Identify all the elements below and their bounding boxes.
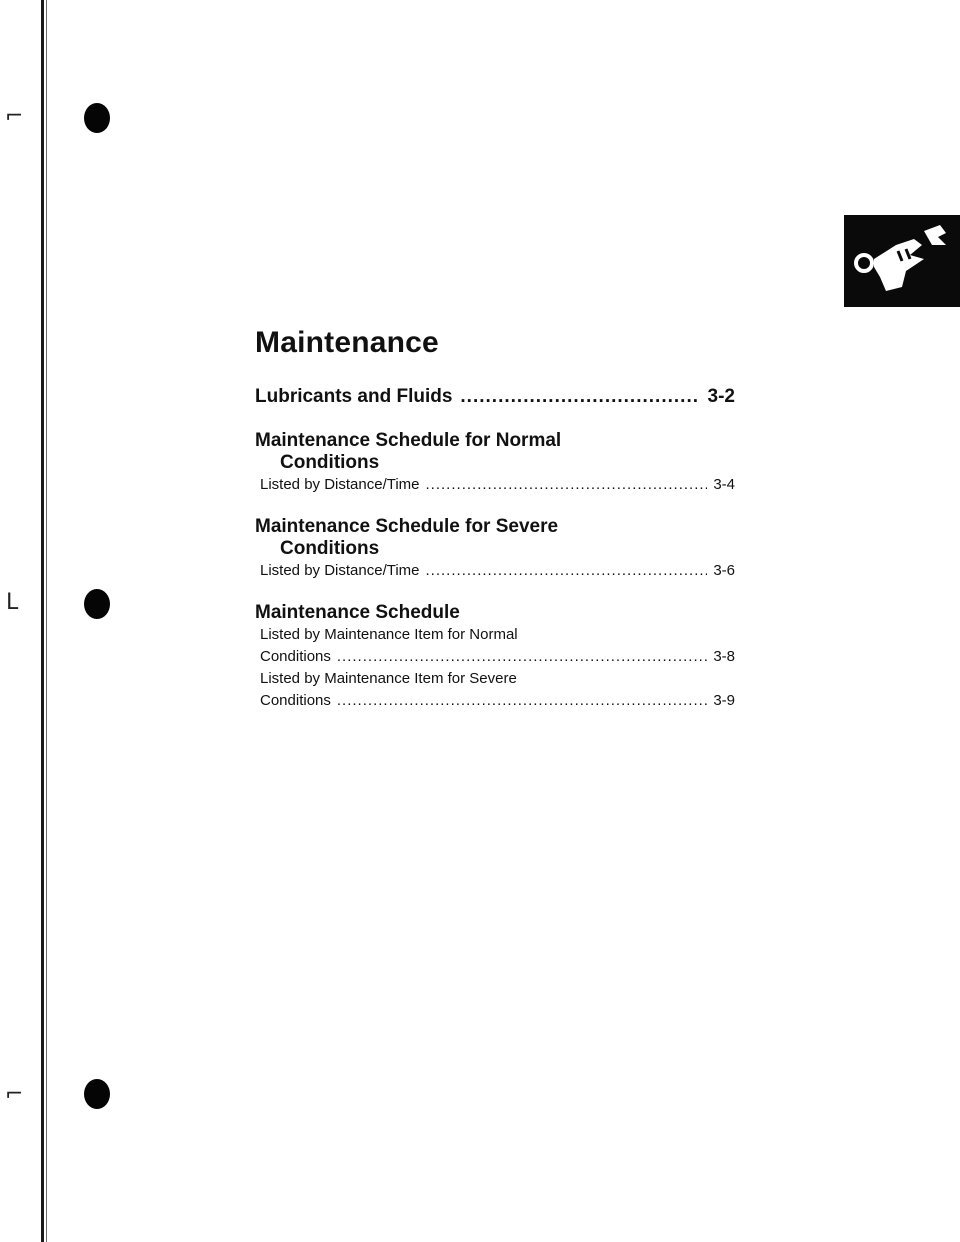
table-of-contents: [255, 326, 735, 732]
toc-block-schedule: [255, 602, 735, 712]
toc-entry-page: 3-4: [713, 476, 735, 493]
toc-entry-title: Listed by Distance/Time: [260, 562, 420, 579]
margin-mark-bottom: ⌐: [5, 1082, 24, 1107]
toc-entry-page: 3-6: [713, 562, 735, 579]
heading-continuation: Conditions: [280, 538, 380, 559]
dot-leader: [337, 646, 707, 668]
toc-entry-title: Conditions: [260, 692, 331, 709]
toc-entry-item-severe-line: Listed by Maintenance Item for Severe: [260, 670, 517, 687]
toc-entry-item-severe[interactable]: [260, 690, 735, 712]
toc-entry-lubricants[interactable]: [255, 386, 735, 408]
toc-entry-page: 3-2: [707, 386, 735, 407]
toc-entry-title: Lubricants and Fluids: [255, 386, 453, 407]
dot-leader: [426, 560, 708, 582]
binding-line: [41, 0, 44, 1242]
dot-leader: [337, 690, 707, 712]
hand-wrench-icon: [844, 215, 960, 307]
dot-leader: [426, 474, 708, 496]
toc-entry-item-normal-line: Listed by Maintenance Item for Normal: [260, 626, 518, 643]
toc-entry-page: 3-8: [713, 648, 735, 665]
margin-mark-middle: L: [6, 590, 19, 615]
heading-continuation: Conditions: [280, 452, 380, 473]
toc-entry-normal-distance[interactable]: [260, 474, 735, 496]
toc-entry-title: Conditions: [260, 648, 331, 665]
binder-hole-icon: [84, 1079, 110, 1109]
section-title: Maintenance: [255, 326, 439, 359]
heading-line: Maintenance Schedule for Normal: [255, 430, 562, 451]
toc-heading-severe: [255, 516, 735, 560]
dot-leader: [460, 386, 699, 408]
binder-hole-icon: [84, 103, 110, 133]
toc-entry-item-normal[interactable]: [260, 646, 735, 668]
toc-entry-title: Listed by Distance/Time: [260, 476, 420, 493]
margin-mark-top: ⌐: [5, 104, 24, 129]
toc-heading-normal: [255, 430, 735, 474]
binder-hole-icon: [84, 589, 110, 619]
toc-entry-severe-distance[interactable]: [260, 560, 735, 582]
toc-block-severe: [255, 516, 735, 582]
binding-line-shadow: [46, 0, 47, 1242]
toc-block-normal: [255, 430, 735, 496]
toc-heading-schedule: Maintenance Schedule: [255, 602, 460, 623]
toc-entry-page: 3-9: [713, 692, 735, 709]
heading-line: Maintenance Schedule for Severe: [255, 516, 559, 537]
